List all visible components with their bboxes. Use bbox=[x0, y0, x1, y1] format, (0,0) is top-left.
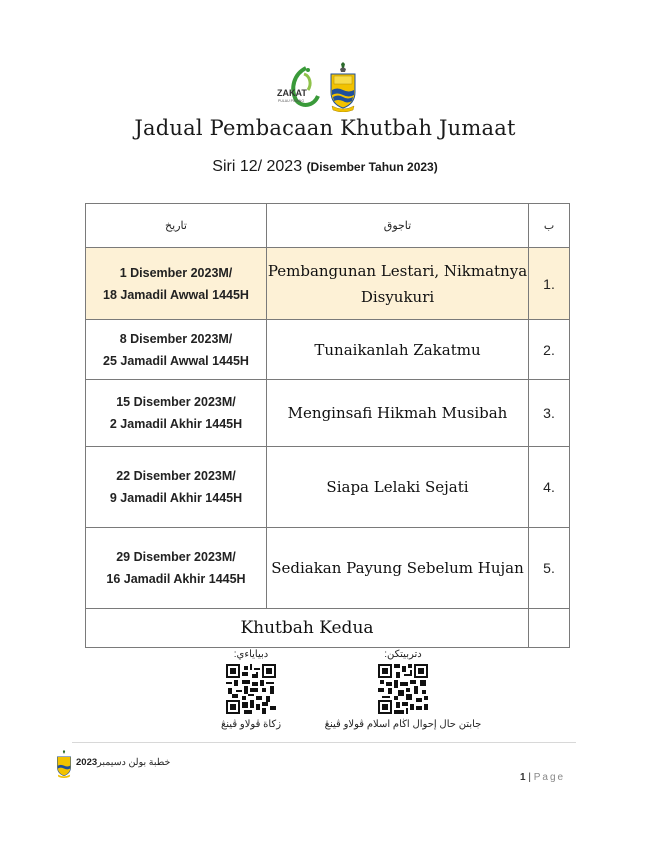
footer-year: 2023 bbox=[76, 757, 98, 768]
gregorian-date: 29 Disember 2023M/ bbox=[116, 550, 236, 564]
zakat-logo-icon bbox=[276, 64, 320, 110]
table-row bbox=[86, 380, 570, 447]
header-logos bbox=[270, 62, 380, 112]
date-cell bbox=[86, 528, 267, 609]
penang-crest-icon bbox=[328, 62, 358, 112]
khutbah-title: Siapa Lelaki Sejati bbox=[267, 447, 529, 528]
hijri-date: 9 Jamadil Akhir 1445H bbox=[109, 491, 243, 505]
svg-text:PULAU PINANG: PULAU PINANG bbox=[278, 99, 305, 103]
hijri-date: 16 Jamadil Akhir 1445H bbox=[106, 572, 246, 586]
qr-code-icon[interactable] bbox=[378, 664, 428, 714]
qr-label-sponsor: دبياياءي: bbox=[233, 649, 269, 660]
hijri-date: 18 Jamadil Awwal 1445H bbox=[103, 287, 249, 302]
khutbah-kedua-row bbox=[86, 609, 570, 648]
qr-block-sponsor bbox=[212, 648, 290, 732]
gregorian-date: 15 Disember 2023M/ bbox=[116, 395, 236, 409]
table-header-row bbox=[86, 204, 570, 248]
empty-number-cell bbox=[529, 609, 570, 648]
gregorian-date: 1 Disember 2023M/ bbox=[119, 265, 233, 280]
hijri-date: 2 Jamadil Akhir 1445H bbox=[109, 417, 243, 431]
hijri-date: 25 Jamadil Awwal 1445H bbox=[103, 353, 249, 368]
svg-text:ZAKAT: ZAKAT bbox=[277, 88, 307, 98]
header-title: تاجوق bbox=[267, 204, 529, 248]
series-label: Siri 12/ 2023 bbox=[212, 158, 303, 175]
date-cell bbox=[86, 380, 267, 447]
header-number: ب bbox=[529, 204, 570, 248]
page-number bbox=[520, 772, 565, 783]
table-row bbox=[86, 320, 570, 380]
page-number-value: 1 bbox=[520, 772, 526, 783]
footer-label bbox=[76, 757, 170, 768]
qr-caption-sponsor: زكاة ڤولاو ڤينڠ bbox=[220, 719, 282, 730]
gregorian-date: 8 Disember 2023M/ bbox=[119, 331, 233, 346]
page-separator: | bbox=[528, 772, 531, 783]
qr-block-publisher bbox=[318, 648, 488, 732]
khutbah-schedule-table bbox=[85, 203, 570, 648]
row-number: 1. bbox=[529, 248, 570, 320]
qr-label-publisher: دتربيتكن: bbox=[384, 649, 422, 660]
row-number: 5. bbox=[529, 528, 570, 609]
qr-code-icon[interactable] bbox=[226, 664, 276, 714]
table-row bbox=[86, 447, 570, 528]
header-date: تاريخ bbox=[86, 204, 267, 248]
khutbah-title: Menginsafi Hikmah Musibah bbox=[267, 380, 529, 447]
date-cell bbox=[86, 320, 267, 380]
penang-crest-icon bbox=[55, 750, 73, 778]
row-number: 2. bbox=[529, 320, 570, 380]
page-label: Page bbox=[533, 772, 566, 783]
page-title: Jadual Pembacaan Khutbah Jumaat bbox=[134, 116, 516, 140]
page-subtitle bbox=[0, 158, 650, 176]
row-number: 4. bbox=[529, 447, 570, 528]
khutbah-title: Pembangunan Lestari, Nikmatnya Disyukuri bbox=[267, 248, 529, 320]
footer-divider bbox=[72, 742, 576, 743]
table-row bbox=[86, 248, 570, 320]
series-month-label: (Disember Tahun 2023) bbox=[306, 160, 438, 174]
khutbah-title: Sediakan Payung Sebelum Hujan bbox=[267, 528, 529, 609]
footer-title: خطبة بولن دسيمبر bbox=[97, 757, 171, 768]
qr-caption-publisher: جابتن حال إحوال اڬام اسلام ڤولاو ڤينڠ bbox=[324, 719, 482, 730]
gregorian-date: 22 Disember 2023M/ bbox=[116, 469, 236, 483]
date-cell bbox=[86, 248, 267, 320]
date-cell bbox=[86, 447, 267, 528]
row-number: 3. bbox=[529, 380, 570, 447]
khutbah-kedua-label: Khutbah Kedua bbox=[86, 609, 529, 648]
khutbah-title: Tunaikanlah Zakatmu bbox=[267, 320, 529, 380]
table-row bbox=[86, 528, 570, 609]
